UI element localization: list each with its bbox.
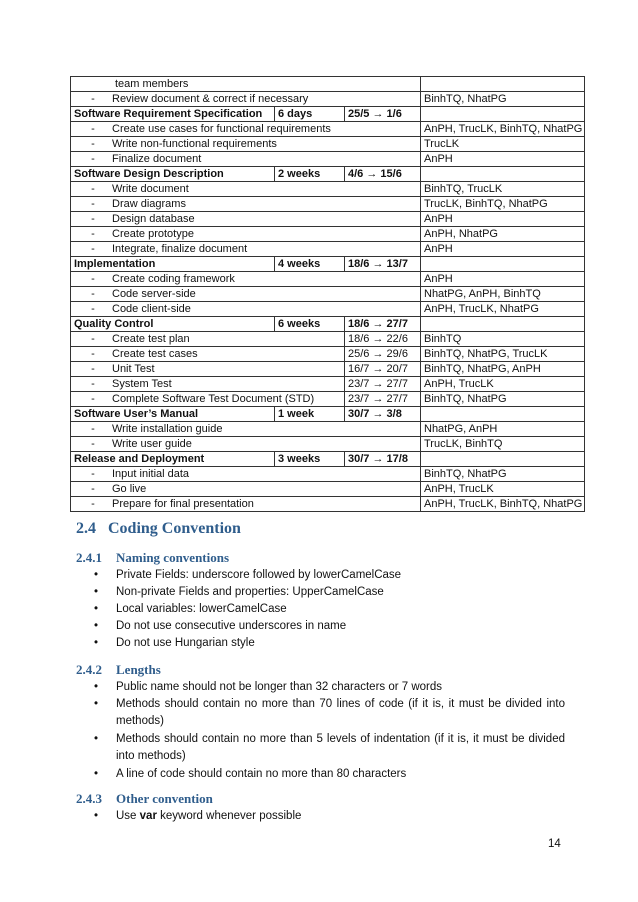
- table-row: [71, 302, 585, 317]
- duration-cell: 6 days: [275, 107, 345, 122]
- lengths-list: [90, 679, 565, 783]
- task-label: Finalize document: [112, 153, 202, 165]
- task-cell: [71, 302, 421, 317]
- people-cell: AnPH, NhatPG: [421, 227, 585, 242]
- task-label: Integrate, finalize document: [112, 243, 248, 255]
- dates-cell: 18/6 → 13/7: [345, 257, 421, 272]
- task-label: Draw diagrams: [112, 198, 186, 210]
- dates-cell: 4/6 → 15/6: [345, 167, 421, 182]
- task-cell: [71, 122, 421, 137]
- dash-marker: -: [91, 213, 95, 225]
- dates-cell: 30/7 → 17/8: [345, 452, 421, 467]
- duration-cell: 6 weeks: [275, 317, 345, 332]
- naming-list: [90, 567, 565, 652]
- list-item: • Private Fields: underscore followed by lowerCamelCase: [90, 567, 565, 584]
- task-label: Unit Test: [112, 363, 155, 375]
- task-cell: [71, 482, 421, 497]
- task-cell: [71, 377, 345, 392]
- task-label: Write document: [112, 183, 189, 195]
- people-cell: TrucLK: [421, 137, 585, 152]
- people-cell: BinhTQ, NhatPG, AnPH: [421, 362, 585, 377]
- task-cell: [71, 287, 421, 302]
- list-item: • Do not use consecutive underscores in name: [90, 618, 565, 635]
- section-heading: 2.4 Coding Convention: [76, 520, 241, 537]
- task-label: Write installation guide: [112, 423, 223, 435]
- task-cell: team members: [71, 77, 421, 92]
- dash-marker: -: [91, 288, 95, 300]
- task-cell: [71, 362, 345, 377]
- list-item: • Do not use Hungarian style: [90, 635, 565, 652]
- dates-cell: 30/7 → 3/8: [345, 407, 421, 422]
- dash-marker: -: [91, 348, 95, 360]
- list-item: • Methods should contain no more than 70 lines of code (if it is, it must be divided into methods): [90, 696, 565, 730]
- task-cell: [71, 347, 345, 362]
- dash-marker: -: [91, 498, 95, 510]
- task-label: Create test plan: [112, 333, 190, 345]
- task-cell: [71, 92, 421, 107]
- task-cell: [71, 392, 345, 407]
- people-cell: BinhTQ, TrucLK: [421, 182, 585, 197]
- people-cell: BinhTQ: [421, 332, 585, 347]
- table-row: [71, 497, 585, 512]
- people-cell: [421, 257, 585, 272]
- table-row: [71, 467, 585, 482]
- people-cell: NhatPG, AnPH: [421, 422, 585, 437]
- list-item: • A line of code should contain no more than 80 characters: [90, 766, 565, 783]
- table-row: [71, 437, 585, 452]
- table-group-row: [71, 257, 585, 272]
- dash-marker: -: [91, 438, 95, 450]
- dash-marker: -: [91, 138, 95, 150]
- list-item: • Methods should contain no more than 5 levels of indentation (if it is, it must be divided into methods): [90, 731, 565, 765]
- duration-cell: 2 weeks: [275, 167, 345, 182]
- table-row: [71, 227, 585, 242]
- dash-marker: -: [91, 303, 95, 315]
- people-cell: TrucLK, BinhTQ: [421, 437, 585, 452]
- people-cell: AnPH: [421, 272, 585, 287]
- dash-marker: -: [91, 243, 95, 255]
- dash-marker: -: [91, 423, 95, 435]
- table-row: [71, 242, 585, 257]
- subsection-heading-naming: 2.4.1 Naming conventions: [76, 550, 230, 565]
- task-cell: [71, 467, 421, 482]
- dash-marker: -: [91, 483, 95, 495]
- people-cell: BinhTQ, NhatPG, TrucLK: [421, 347, 585, 362]
- task-label: Create coding framework: [112, 273, 235, 285]
- people-cell: BinhTQ, NhatPG: [421, 467, 585, 482]
- table-row: [71, 182, 585, 197]
- list-item: • Local variables: lowerCamelCase: [90, 601, 565, 618]
- table-row: [71, 122, 585, 137]
- task-cell: [71, 212, 421, 227]
- people-cell: AnPH, TrucLK, BinhTQ, NhatPG: [421, 497, 585, 512]
- table-row: [71, 287, 585, 302]
- task-label: Create test cases: [112, 348, 198, 360]
- task-cell: Software Requirement Specification: [71, 107, 275, 122]
- table-group-row: [71, 452, 585, 467]
- task-label: Write user guide: [112, 438, 192, 450]
- table-row: [71, 392, 585, 407]
- people-cell: AnPH: [421, 242, 585, 257]
- people-cell: BinhTQ, NhatPG: [421, 92, 585, 107]
- task-label: Create use cases for functional requirements: [112, 123, 331, 135]
- dates-cell: 25/6 → 29/6: [345, 347, 421, 362]
- table-row: [71, 347, 585, 362]
- table-row: [71, 482, 585, 497]
- duration-cell: 3 weeks: [275, 452, 345, 467]
- task-cell: [71, 422, 421, 437]
- people-cell: AnPH, TrucLK: [421, 377, 585, 392]
- task-cell: Release and Deployment: [71, 452, 275, 467]
- dash-marker: -: [91, 363, 95, 375]
- dash-marker: -: [91, 273, 95, 285]
- dash-marker: -: [91, 93, 95, 105]
- table-row: [71, 422, 585, 437]
- dash-marker: -: [91, 468, 95, 480]
- subsection-heading-other: 2.4.3 Other convention: [76, 791, 213, 806]
- table-row: [71, 332, 585, 347]
- table-row: [71, 377, 585, 392]
- task-cell: [71, 242, 421, 257]
- task-label: Create prototype: [112, 228, 194, 240]
- dates-cell: 25/5 → 1/6: [345, 107, 421, 122]
- task-cell: [71, 497, 421, 512]
- task-cell: [71, 272, 421, 287]
- dash-marker: -: [91, 123, 95, 135]
- task-cell: [71, 152, 421, 167]
- people-cell: AnPH, TrucLK, NhatPG: [421, 302, 585, 317]
- task-cell: [71, 437, 421, 452]
- duration-cell: 4 weeks: [275, 257, 345, 272]
- dates-cell: 18/6 → 22/6: [345, 332, 421, 347]
- task-cell: [71, 182, 421, 197]
- task-cell: Implementation: [71, 257, 275, 272]
- table-group-row: [71, 317, 585, 332]
- task-label: Prepare for final presentation: [112, 498, 254, 510]
- dash-marker: -: [91, 393, 95, 405]
- task-label: Go live: [112, 483, 147, 495]
- schedule-table: [70, 76, 585, 512]
- people-cell: [421, 452, 585, 467]
- subsection-heading-lengths: 2.4.2 Lengths: [76, 662, 161, 677]
- task-cell: Quality Control: [71, 317, 275, 332]
- dash-marker: -: [91, 333, 95, 345]
- other-list: [90, 808, 565, 825]
- dates-cell: 23/7 → 27/7: [345, 392, 421, 407]
- task-cell: [71, 332, 345, 347]
- task-cell: [71, 227, 421, 242]
- table-row: [71, 272, 585, 287]
- table-group-row: [71, 107, 585, 122]
- people-cell: [421, 167, 585, 182]
- people-cell: AnPH: [421, 152, 585, 167]
- table-row: [71, 77, 585, 92]
- dates-cell: 23/7 → 27/7: [345, 377, 421, 392]
- people-cell: AnPH, TrucLK: [421, 482, 585, 497]
- task-label: Review document & correct if necessary: [112, 93, 309, 105]
- list-item: • Public name should not be longer than 32 characters or 7 words: [90, 679, 565, 696]
- dash-marker: -: [91, 228, 95, 240]
- task-label: Code server-side: [112, 288, 196, 300]
- people-cell: AnPH, TrucLK, BinhTQ, NhatPG: [421, 122, 585, 137]
- task-cell: Software User’s Manual: [71, 407, 275, 422]
- list-item: • Use var keyword whenever possible: [90, 808, 565, 825]
- task-label: Complete Software Test Document (STD): [112, 393, 315, 405]
- task-label: Design database: [112, 213, 195, 225]
- table-row: [71, 362, 585, 377]
- list-item: • Non-private Fields and properties: UpperCamelCase: [90, 584, 565, 601]
- table-row: [71, 212, 585, 227]
- task-cell: [71, 197, 421, 212]
- page-number: 14: [548, 838, 561, 850]
- people-cell: BinhTQ, NhatPG: [421, 392, 585, 407]
- people-cell: TrucLK, BinhTQ, NhatPG: [421, 197, 585, 212]
- people-cell: [421, 407, 585, 422]
- task-label: Write non-functional requirements: [112, 138, 277, 150]
- table-group-row: [71, 407, 585, 422]
- dates-cell: 18/6 → 27/7: [345, 317, 421, 332]
- table-row: [71, 152, 585, 167]
- keyword: var: [139, 810, 157, 822]
- task-cell: Software Design Description: [71, 167, 275, 182]
- dash-marker: -: [91, 198, 95, 210]
- duration-cell: 1 week: [275, 407, 345, 422]
- people-cell: NhatPG, AnPH, BinhTQ: [421, 287, 585, 302]
- table-row: [71, 92, 585, 107]
- people-cell: [421, 107, 585, 122]
- people-cell: AnPH: [421, 212, 585, 227]
- task-label: System Test: [112, 378, 172, 390]
- table-row: [71, 197, 585, 212]
- task-label: Code client-side: [112, 303, 191, 315]
- task-label: Input initial data: [112, 468, 190, 480]
- dates-cell: 16/7 → 20/7: [345, 362, 421, 377]
- dash-marker: -: [91, 153, 95, 165]
- people-cell: [421, 77, 585, 92]
- task-cell: [71, 137, 421, 152]
- table-row: [71, 137, 585, 152]
- dash-marker: -: [91, 378, 95, 390]
- dash-marker: -: [91, 183, 95, 195]
- table-group-row: [71, 167, 585, 182]
- people-cell: [421, 317, 585, 332]
